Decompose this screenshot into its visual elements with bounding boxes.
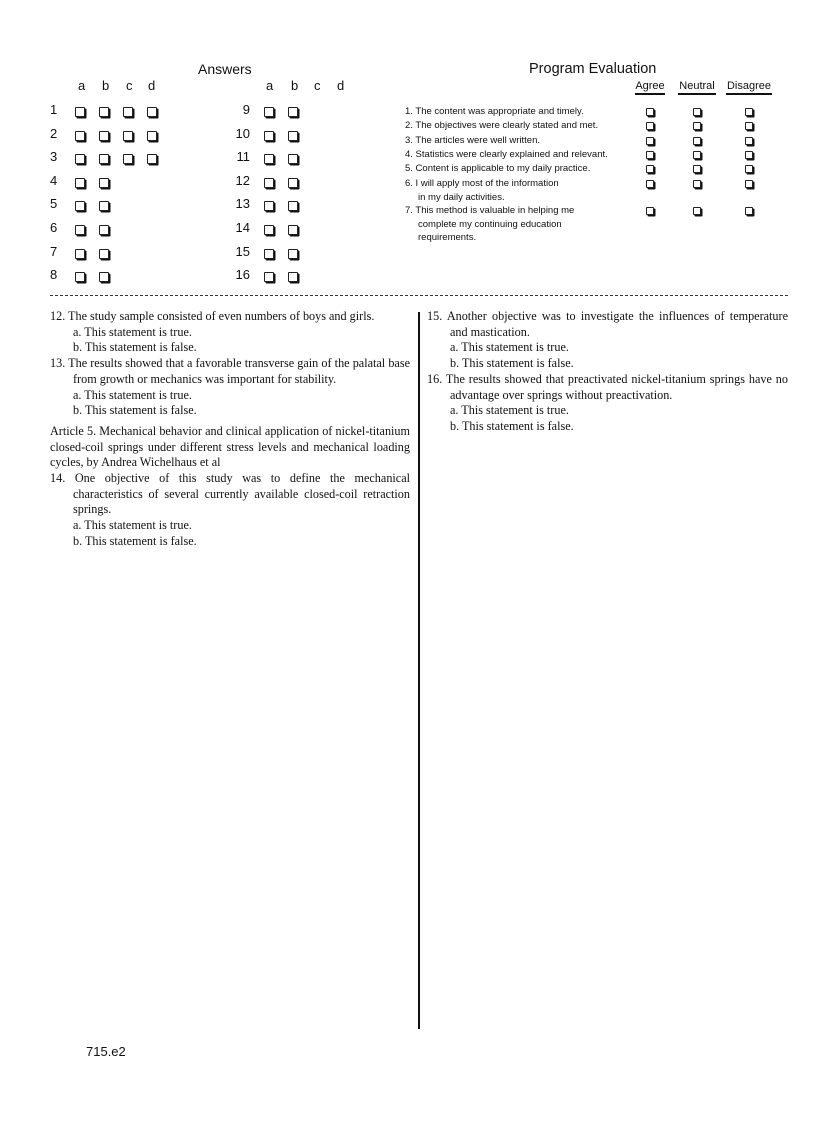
- answer-checkbox-3-c[interactable]: [123, 154, 133, 164]
- evaluation-checkbox-3-disagree[interactable]: [745, 137, 753, 145]
- column-letter-b: b: [102, 78, 110, 93]
- answer-checkbox-12-b[interactable]: [288, 178, 298, 188]
- option-14b: b. This statement is false.: [73, 533, 197, 548]
- evaluation-checkbox-5-neutral[interactable]: [693, 165, 701, 173]
- column-divider: [418, 312, 420, 1029]
- column-letter-a: a: [78, 78, 86, 93]
- evaluation-item-text: 5. Content is applicable to my daily practice.: [405, 163, 591, 174]
- answer-checkbox-3-d[interactable]: [147, 154, 157, 164]
- evaluation-checkbox-7-disagree[interactable]: [745, 207, 753, 215]
- evaluation-checkbox-1-neutral[interactable]: [693, 108, 701, 116]
- evaluation-header-neutral: Neutral: [678, 80, 716, 95]
- evaluation-checkbox-6-neutral[interactable]: [693, 180, 701, 188]
- evaluation-checkbox-5-disagree[interactable]: [745, 165, 753, 173]
- answer-checkbox-2-c[interactable]: [123, 131, 133, 141]
- answer-checkbox-1-c[interactable]: [123, 107, 133, 117]
- answer-checkbox-13-a[interactable]: [264, 201, 274, 211]
- evaluation-item-text: 4. Statistics were clearly explained and relevant.: [405, 149, 608, 160]
- evaluation-checkbox-4-neutral[interactable]: [693, 151, 701, 159]
- right-column: [427, 309, 788, 435]
- answer-checkbox-8-b[interactable]: [99, 272, 109, 282]
- question-number: 8: [50, 267, 58, 283]
- answer-checkbox-7-a[interactable]: [75, 249, 85, 259]
- evaluation-checkbox-4-disagree[interactable]: [745, 151, 753, 159]
- left-column: [50, 309, 410, 550]
- question-number: 3: [50, 149, 58, 165]
- dashed-divider: [50, 295, 788, 296]
- question-number: 12: [235, 172, 250, 188]
- question-number: 16: [235, 267, 250, 283]
- answer-checkbox-14-a[interactable]: [264, 225, 274, 235]
- answer-checkbox-3-a[interactable]: [75, 154, 85, 164]
- answer-checkbox-10-a[interactable]: [264, 131, 274, 141]
- question-number: 5: [50, 196, 58, 212]
- answer-checkbox-2-b[interactable]: [99, 131, 109, 141]
- answer-checkbox-10-b[interactable]: [288, 131, 298, 141]
- question-number: 9: [242, 102, 250, 117]
- question-16: 16. The results showed that preactivated nickel-titanium springs have no advantage over springs without preactivation.: [427, 371, 788, 402]
- question-number: 10: [235, 125, 250, 141]
- answer-checkbox-14-b[interactable]: [288, 225, 298, 235]
- column-letter-d: d: [337, 78, 345, 93]
- question-number: 7: [50, 243, 58, 259]
- question-13: 13. The results showed that a favorable transverse gain of the palatal base from growth or mechanics was important for stability.: [50, 356, 410, 386]
- question-number: 11: [236, 149, 250, 165]
- evaluation-item-text: 3. The articles were well written.: [405, 135, 540, 146]
- evaluation-item-text: 2. The objectives were clearly stated and met.: [405, 120, 599, 131]
- answer-checkbox-16-a[interactable]: [264, 272, 274, 282]
- answer-checkbox-15-a[interactable]: [264, 249, 274, 259]
- option-12b: b. This statement is false.: [73, 340, 197, 355]
- answer-checkbox-5-b[interactable]: [99, 201, 109, 211]
- evaluation-checkbox-2-neutral[interactable]: [693, 122, 701, 130]
- answer-checkbox-5-a[interactable]: [75, 201, 85, 211]
- option-14a: a. This statement is true.: [73, 518, 192, 533]
- answer-checkbox-12-a[interactable]: [264, 178, 274, 188]
- evaluation-item-text: complete my continuing education: [418, 218, 562, 230]
- article-5-heading: Article 5. Mechanical behavior and clinical application of nickel-titanium closed-coil springs under different stress levels and mechanical loading cycles, by Andrea Wichelhaus et al: [50, 423, 410, 470]
- evaluation-item-text: 1. The content was appropriate and timely.: [405, 106, 584, 117]
- column-letter-c: c: [126, 78, 133, 93]
- answer-checkbox-4-b[interactable]: [99, 178, 109, 188]
- evaluation-checkbox-6-agree[interactable]: [646, 180, 654, 188]
- option-12a: a. This statement is true.: [73, 324, 192, 339]
- option-13b: b. This statement is false.: [73, 403, 197, 418]
- option-15a: a. This statement is true.: [450, 340, 569, 355]
- option-15b: b. This statement is false.: [450, 356, 574, 371]
- answer-checkbox-1-d[interactable]: [147, 107, 157, 117]
- question-12: 12. The study sample consisted of even numbers of boys and girls.: [50, 309, 375, 323]
- answer-checkbox-4-a[interactable]: [75, 178, 85, 188]
- answers-title: Answers: [198, 61, 252, 77]
- evaluation-header-agree: Agree: [635, 80, 665, 95]
- evaluation-item-text: in my daily activities.: [418, 191, 505, 203]
- answer-checkbox-2-a[interactable]: [75, 131, 85, 141]
- answer-checkbox-3-b[interactable]: [99, 154, 109, 164]
- option-13a: a. This statement is true.: [73, 387, 192, 402]
- answer-checkbox-7-b[interactable]: [99, 249, 109, 259]
- evaluation-checkbox-7-neutral[interactable]: [693, 207, 701, 215]
- evaluation-checkbox-4-agree[interactable]: [646, 151, 654, 159]
- evaluation-checkbox-3-agree[interactable]: [646, 137, 654, 145]
- column-letter-c: c: [314, 78, 321, 93]
- option-16b: b. This statement is false.: [450, 418, 574, 433]
- evaluation-checkbox-7-agree[interactable]: [646, 207, 654, 215]
- answer-checkbox-11-a[interactable]: [264, 154, 274, 164]
- evaluation-checkbox-2-agree[interactable]: [646, 122, 654, 130]
- evaluation-checkbox-2-disagree[interactable]: [745, 122, 753, 130]
- answer-checkbox-8-a[interactable]: [75, 272, 85, 282]
- question-number: 2: [50, 125, 58, 141]
- answer-checkbox-6-a[interactable]: [75, 225, 85, 235]
- question-number: 1: [50, 102, 58, 117]
- option-16a: a. This statement is true.: [450, 403, 569, 418]
- answer-checkbox-9-b[interactable]: [288, 107, 298, 117]
- evaluation-item-text: requirements.: [418, 232, 477, 243]
- evaluation-checkbox-6-disagree[interactable]: [745, 180, 753, 188]
- question-number: 15: [235, 243, 250, 259]
- question-number: 14: [235, 220, 250, 235]
- answer-checkbox-11-b[interactable]: [288, 154, 298, 164]
- answer-checkbox-9-a[interactable]: [264, 107, 274, 117]
- answer-checkbox-16-b[interactable]: [288, 272, 298, 282]
- evaluation-item-text: 7. This method is valuable in helping me: [405, 205, 575, 216]
- answer-checkbox-15-b[interactable]: [288, 249, 298, 259]
- answer-checkbox-1-a[interactable]: [75, 107, 85, 117]
- column-letter-d: d: [148, 78, 156, 93]
- column-letter-b: b: [291, 78, 299, 93]
- evaluation-title: Program Evaluation: [529, 61, 657, 77]
- column-letter-a: a: [266, 78, 274, 93]
- evaluation-item-text: 6. I will apply most of the information: [405, 178, 559, 189]
- page-number: 715.e2: [86, 1044, 126, 1059]
- evaluation-checkbox-1-agree[interactable]: [646, 108, 654, 116]
- answer-checkbox-6-b[interactable]: [99, 225, 109, 235]
- answer-checkbox-2-d[interactable]: [147, 131, 157, 141]
- evaluation-checkbox-5-agree[interactable]: [646, 165, 654, 173]
- question-15: 15. Another objective was to investigate the influences of temperature and mastication.: [427, 309, 788, 339]
- question-number: 4: [50, 172, 58, 188]
- question-number: 6: [50, 220, 58, 235]
- answer-checkbox-13-b[interactable]: [288, 201, 298, 211]
- question-14: 14. One objective of this study was to define the mechanical characteristics of several currently available closed-coil retraction springs.: [50, 471, 410, 517]
- evaluation-checkbox-3-neutral[interactable]: [693, 137, 701, 145]
- question-number: 13: [235, 196, 250, 212]
- answer-checkbox-1-b[interactable]: [99, 107, 109, 117]
- evaluation-checkbox-1-disagree[interactable]: [745, 108, 753, 116]
- evaluation-header-disagree: Disagree: [726, 80, 772, 95]
